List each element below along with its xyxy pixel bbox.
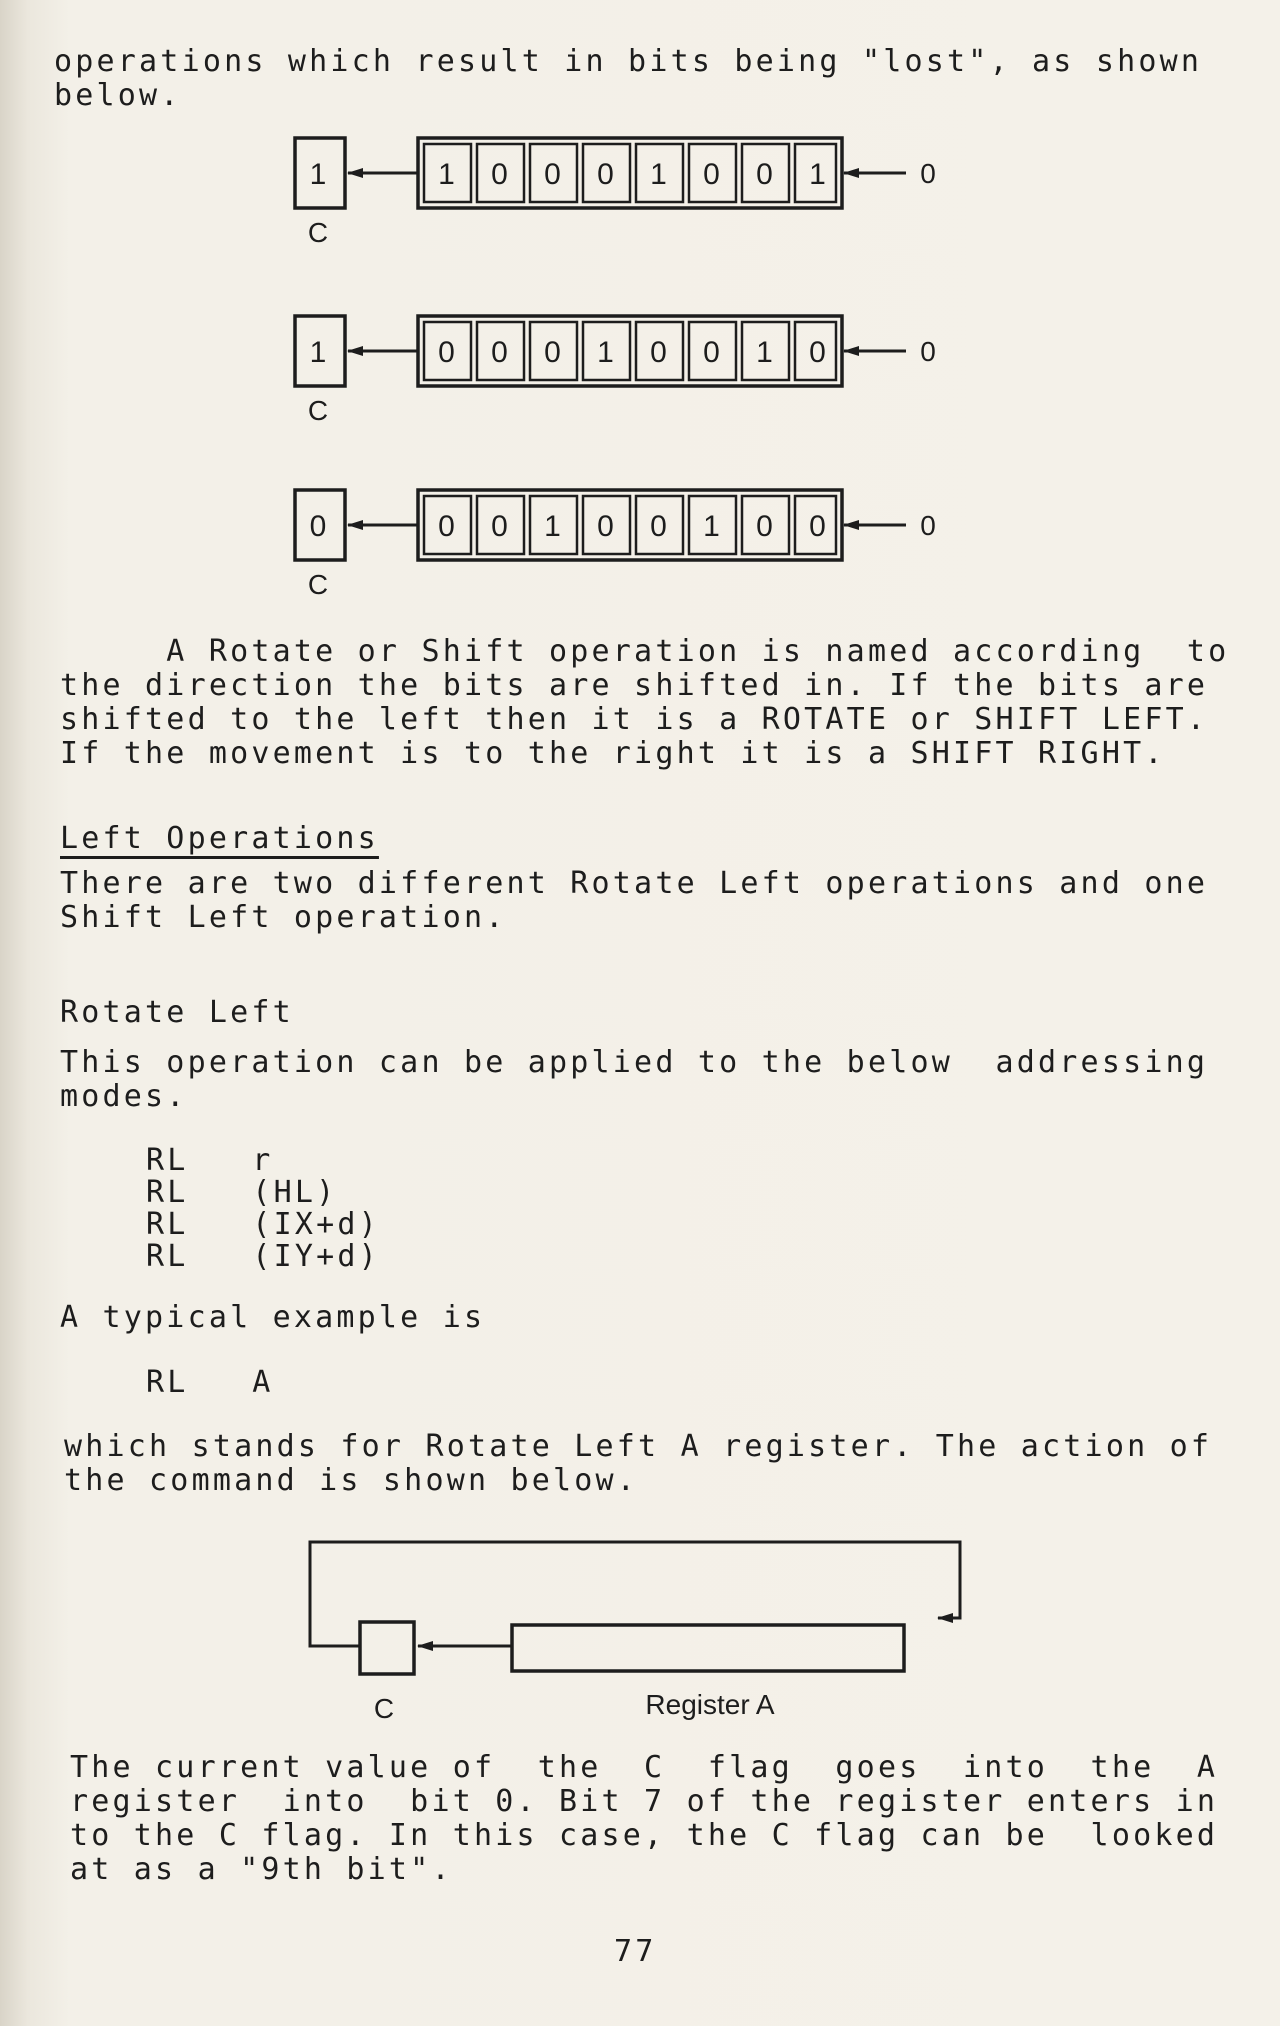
example-line-1: which stands for Rotate Left A register. The action of: [64, 1429, 1213, 1464]
example-intro: A typical example is: [60, 1300, 486, 1335]
naming-paragraph-line-4: If the movement is to the right it is a SHIFT RIGHT.: [60, 736, 1166, 771]
bit-value: 0: [544, 158, 561, 191]
page-number: 77: [614, 1934, 657, 1969]
bit-value: 0: [650, 336, 667, 369]
bit-value: 0: [756, 158, 773, 191]
carry-paragraph-line-2: register into bit 0. Bit 7 of the register enters in: [70, 1784, 1219, 1819]
rotate-left-line-2: modes.: [60, 1079, 188, 1114]
carry-label: C: [307, 217, 329, 248]
bit-value: 0: [438, 510, 455, 543]
bit-value: 0: [703, 336, 720, 369]
carry-value: 1: [309, 336, 327, 369]
addressing-mode: RL (HL): [146, 1175, 338, 1210]
carry-label: C: [307, 395, 329, 426]
carry-paragraph-line-3: to the C flag. In this case, the C flag can be looked: [70, 1818, 1219, 1853]
bit-value: 0: [756, 510, 773, 543]
naming-paragraph-line-1: A Rotate or Shift operation is named according to: [60, 634, 1230, 669]
bit-value: 1: [703, 510, 720, 543]
input-bit-label: 0: [920, 510, 936, 541]
input-bit-label: 0: [920, 158, 936, 189]
bit-value: 0: [544, 336, 561, 369]
bit-value: 0: [809, 510, 826, 543]
bit-value: 0: [438, 336, 455, 369]
register-a-label: Register A: [645, 1689, 775, 1720]
addressing-mode: RL (IY+d): [146, 1239, 380, 1274]
intro-line-1: operations which result in bits being "lost", as shown: [54, 44, 1203, 79]
bit-value: 0: [597, 158, 614, 191]
carry-paragraph-line-1: The current value of the C flag goes into the A: [70, 1750, 1219, 1785]
left-operations-heading: Left Operations: [60, 821, 379, 856]
intro-line-2: below.: [54, 78, 182, 113]
carry-flag-box: [360, 1622, 414, 1674]
naming-paragraph-line-2: the direction the bits are shifted in. If the bits are: [60, 668, 1209, 703]
left-operations-line-2: Shift Left operation.: [60, 900, 507, 935]
naming-paragraph-line-3: shifted to the left then it is a ROTATE or SHIFT LEFT.: [60, 702, 1209, 737]
carry-paragraph-line-4: at as a "9th bit".: [70, 1852, 453, 1887]
carry-label: C: [307, 569, 329, 600]
bit-value: 0: [650, 510, 667, 543]
rotate-left-diagram: [0, 1530, 1280, 1730]
bit-value: 1: [756, 336, 773, 369]
left-operations-line-1: There are two different Rotate Left operations and one: [60, 866, 1209, 901]
feedback-loop-line: [310, 1542, 960, 1646]
bit-value: 1: [597, 336, 614, 369]
bit-value: 1: [650, 158, 667, 191]
bit-value: 0: [809, 336, 826, 369]
example-line-2: the command is shown below.: [64, 1463, 639, 1498]
rotate-left-heading: Rotate Left: [60, 995, 294, 1030]
bit-value: 0: [703, 158, 720, 191]
bit-value: 1: [809, 158, 826, 191]
carry-value: 0: [309, 510, 327, 543]
bit-value: 0: [491, 510, 508, 543]
register-a-box: [512, 1625, 904, 1671]
bit-value: 1: [438, 158, 455, 191]
bit-value: 0: [491, 336, 508, 369]
bit-value: 0: [597, 510, 614, 543]
carry-label: C: [373, 1693, 395, 1724]
example-code: RL A: [146, 1365, 274, 1400]
addressing-mode: RL (IX+d): [146, 1207, 380, 1242]
bit-value: 0: [491, 158, 508, 191]
rotate-left-line-1: This operation can be applied to the below addressing: [60, 1045, 1209, 1080]
shift-left-diagram: [0, 0, 1280, 620]
carry-value: 1: [309, 158, 327, 191]
addressing-mode: RL r: [146, 1143, 274, 1178]
bit-value: 1: [544, 510, 561, 543]
input-bit-label: 0: [920, 336, 936, 367]
